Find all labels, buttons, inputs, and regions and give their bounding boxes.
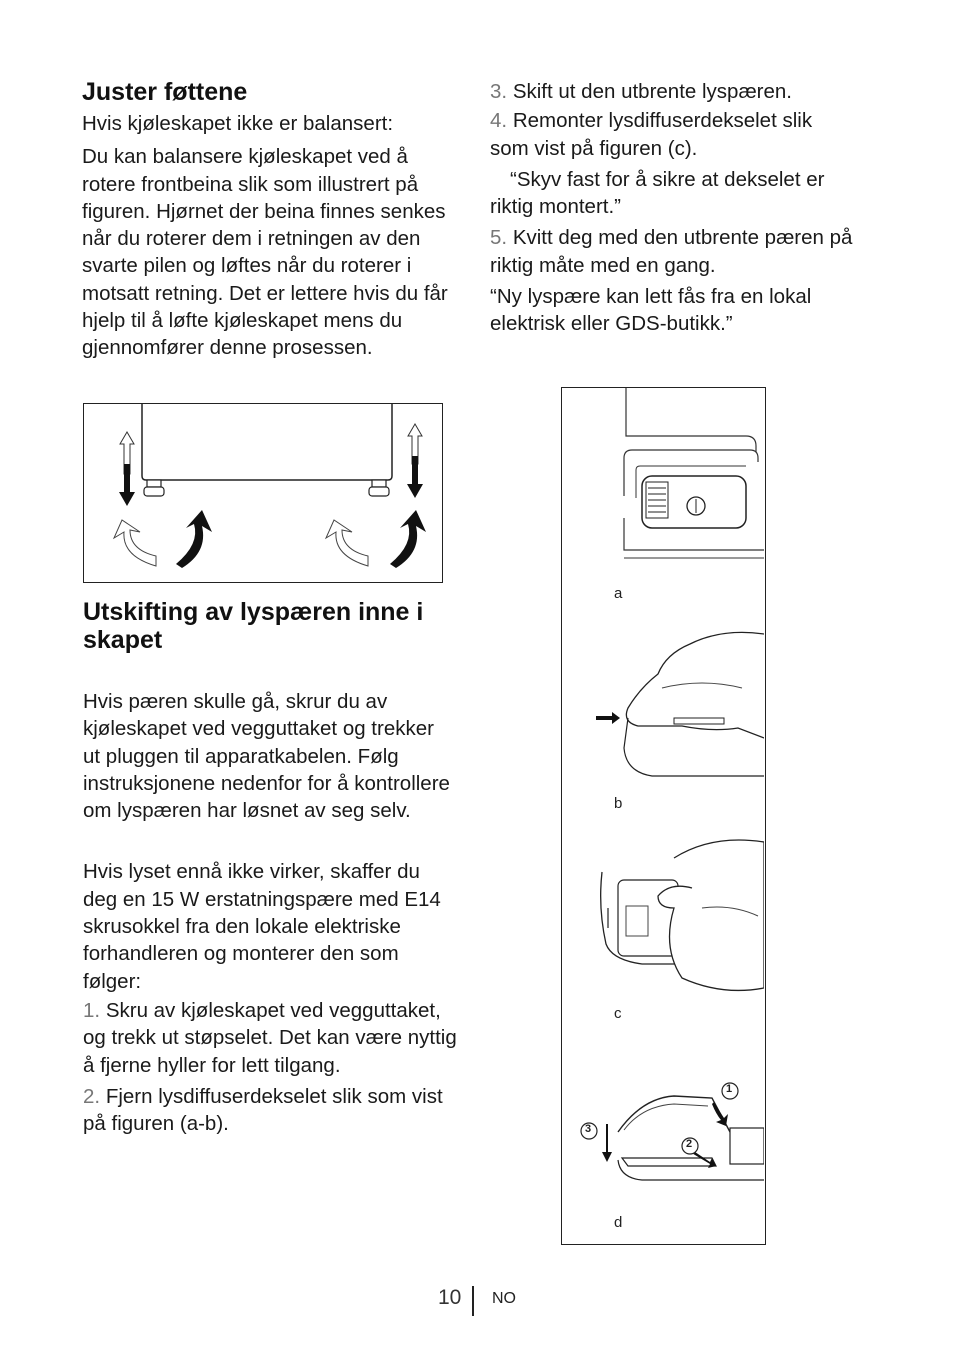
down-arrow-d: [602, 1124, 612, 1162]
language-code: NO: [492, 1290, 516, 1307]
step-2: [83, 1083, 443, 1138]
right-column: [490, 78, 875, 338]
step-4-number: 4.: [490, 109, 508, 133]
step-2-number: 2.: [83, 1084, 101, 1108]
right-foot: [372, 480, 386, 487]
step-5: [490, 224, 870, 279]
rotate-arrow-dark-right: [390, 510, 426, 568]
left-column-lower: [83, 598, 468, 1137]
down-arrow-left: [119, 464, 135, 506]
label-a: a: [614, 585, 623, 602]
callout-1: 1: [726, 1083, 733, 1095]
bulb-illustration: [562, 388, 764, 1243]
rotate-arrow-light-left: [114, 520, 156, 566]
step-3: [490, 78, 875, 105]
fridge-outline: [142, 404, 392, 480]
step-1-text: Skru av kjøleskapet ved vegguttaket, og trekk ut støpselet. Det kan være nyttig å fjerne hyller for lett tilgang.: [83, 998, 457, 1077]
bulb-replacement-figure: [561, 387, 766, 1245]
step-2-text: Fjern lysdiffuserdekselet slik som vist på figuren (a-b).: [83, 1084, 443, 1136]
curved-arrow-d: [712, 1102, 728, 1126]
label-b: b: [614, 795, 623, 812]
page-number: 10: [438, 1286, 462, 1309]
quote-new-bulb: “Ny lyspære kan lett fås fra en lokal elektrisk eller GDS-butikk.”: [490, 285, 812, 336]
panel-a: [624, 388, 764, 558]
panel-d: [581, 1083, 764, 1180]
step-3-number: 3.: [490, 80, 508, 103]
step-5-number: 5.: [490, 226, 508, 250]
heading-bulb-replacement: Utskifting av lyspæren inne i skapet: [83, 598, 424, 654]
rotate-arrow-dark-left: [176, 510, 212, 568]
footer-separator: [472, 1286, 474, 1316]
label-d: d: [614, 1214, 623, 1231]
rotate-arrow-light-right: [326, 520, 368, 566]
left-column: [82, 78, 467, 362]
paragraph-bulb-failure: Hvis pæren skulle gå, skrur du av kjøleskapet ved vegguttaket og trekker ut pluggen til apparatkabelen. Følg instruksjonene nedenfor for å kontrollere om lyspæren har løsnet av seg selv.: [83, 690, 450, 823]
callout-3: 3: [585, 1123, 592, 1135]
feet-illustration: [84, 404, 441, 581]
push-arrow-b: [596, 712, 620, 724]
callout-2: 2: [686, 1138, 693, 1150]
panel-b: [596, 632, 764, 776]
hand-c: [658, 840, 764, 990]
step-3-text: Skift ut den utbrente lyspæren.: [512, 80, 792, 103]
step-5-text: Kvitt deg med den utbrente pæren på riktig måte med en gang.: [490, 226, 853, 277]
step-4-text: Remonter lysdiffuserdekselet slik som vist på figuren (c).: [490, 109, 813, 160]
heading-adjust-feet: Juster føttene: [82, 78, 248, 106]
left-foot: [147, 480, 161, 487]
paragraph-light-still-off: Hvis lyset ennå ikke virker, skaffer du deg en 15 W erstatningspære med E14 skrusokkel fra den lokale elektriske forhandleren og monterer den som følger:: [83, 860, 441, 993]
step-4: [490, 107, 850, 162]
quote-push-firmly: “Skyv fast for å sikre at dekselet er riktig montert.”: [490, 167, 825, 219]
down-arrow-right: [407, 456, 423, 498]
paragraph-unbalanced: Hvis kjøleskapet ikke er balansert:: [82, 112, 394, 135]
panel-c: [601, 840, 764, 990]
step-1: [83, 997, 468, 1079]
cover-open-d: [618, 1096, 730, 1132]
paragraph-balance-instructions: Du kan balansere kjøleskapet ved å rotere frontbeina slik som illustrert på figuren. Hjørnet der beina finnes senkes når du roterer dem i retningen av den svarte pilen og løftes når du roterer i motsatt retning. Det er lettere hvis du får hjelp til å løfte kjøleskapet mens du gjennomfører denne prosessen.: [82, 145, 448, 360]
feet-adjust-figure: [83, 403, 443, 583]
label-c: c: [614, 1005, 622, 1022]
step-1-number: 1.: [83, 998, 101, 1022]
